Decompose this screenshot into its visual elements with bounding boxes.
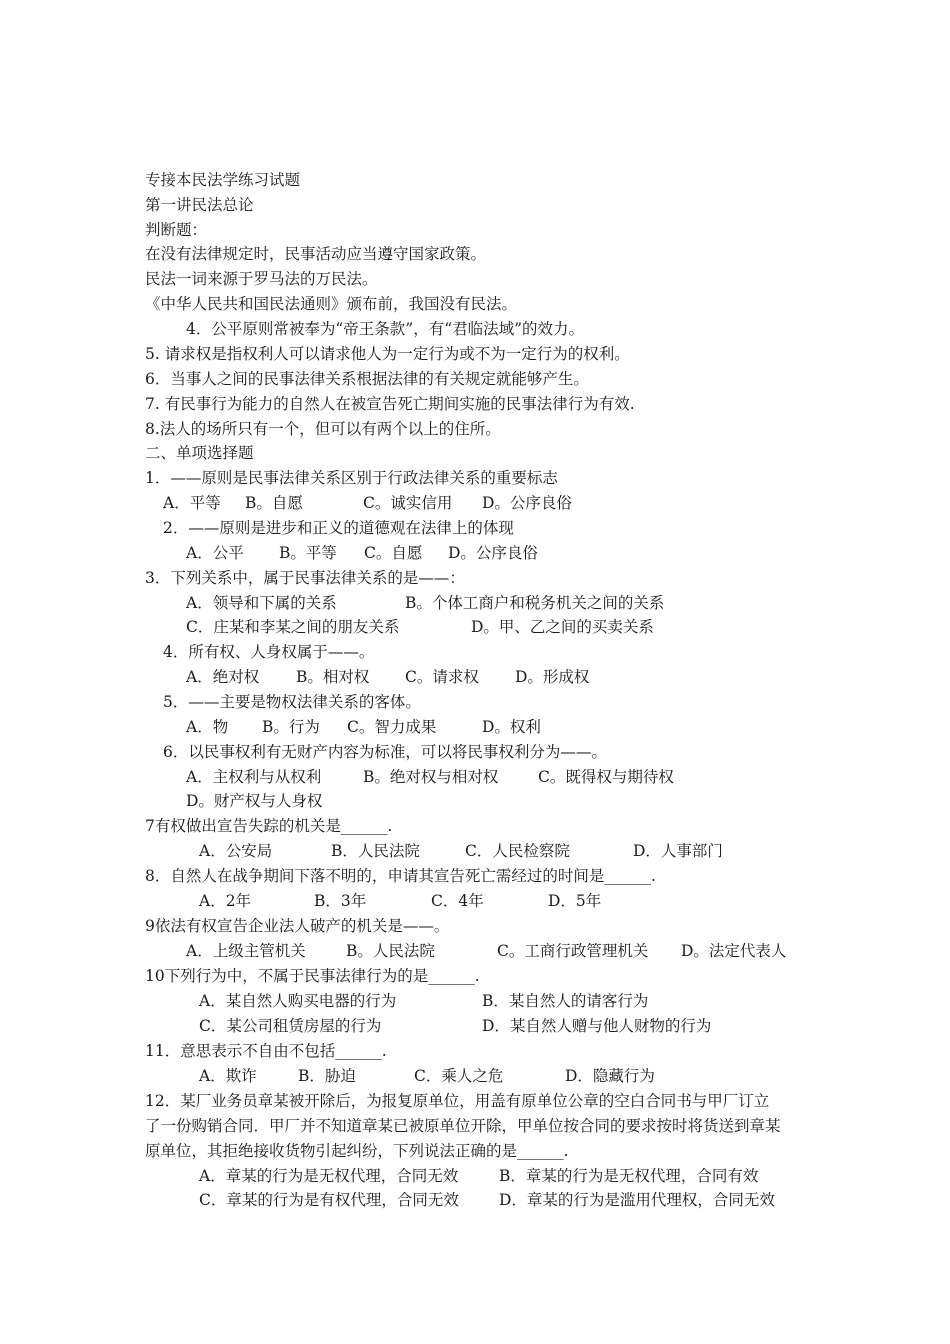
option-c: C．某公司租赁房屋的行为 <box>199 1017 382 1035</box>
option-d: D。法定代表人 <box>681 942 787 960</box>
judge-item: 4．公平原则常被奉为“帝王条款”，有“君临法域”的效力。 <box>186 320 585 338</box>
option-b: B。自愿 <box>245 494 303 512</box>
judge-item: 6．当事人之间的民事法律关系根据法律的有关规定就能够产生。 <box>145 370 589 388</box>
option-c: C．4年 <box>431 892 484 910</box>
option-c: C。诚实信用 <box>363 494 453 512</box>
option-d: D．某自然人赠与他人财物的行为 <box>482 1017 712 1035</box>
option-c: C。请求权 <box>405 668 479 686</box>
option-a: A．主权利与从权利 <box>186 768 322 786</box>
question-stem: 6．以民事权利有无财产内容为标准，可以将民事权利分为——。 <box>163 743 607 761</box>
option-d: D。公序良俗 <box>482 494 572 512</box>
option-d: D。公序良俗 <box>448 544 538 562</box>
question-stem: 11．意思表示不自由不包括______. <box>145 1042 387 1060</box>
option-b: B。绝对权与相对权 <box>363 768 499 786</box>
question-stem: 10下列行为中，不属于民事法律行为的是______. <box>145 967 480 985</box>
option-d: D．章某的行为是滥用代理权，合同无效 <box>499 1191 775 1209</box>
option-a: A．公安局 <box>199 842 273 860</box>
option-c: C。智力成果 <box>347 718 437 736</box>
option-d: D。权利 <box>482 718 541 736</box>
option-b: B。相对权 <box>296 668 370 686</box>
option-c: C。既得权与期待权 <box>538 768 674 786</box>
option-a: A．绝对权 <box>186 668 260 686</box>
option-a: A．物 <box>186 718 229 736</box>
question-stem: 8．自然人在战争期间下落不明的，申请其宣告死亡需经过的时间是______. <box>145 867 656 885</box>
judge-item: 在没有法律规定时，民事活动应当遵守国家政策。 <box>145 245 487 263</box>
judge-item: 民法一词来源于罗马法的万民法。 <box>145 270 378 288</box>
option-c: C．乘人之危 <box>414 1067 504 1085</box>
judge-item: 5. 请求权是指权利人可以请求他人为一定行为或不为一定行为的权利。 <box>145 345 630 363</box>
question-stem: 7有权做出宣告失踪的机关是______. <box>145 817 393 835</box>
option-b: B。个体工商户和税务机关之间的关系 <box>405 594 665 612</box>
question-stem: 2．——原则是进步和正义的道德观在法律上的体现 <box>163 519 514 537</box>
option-c: C。工商行政管理机关 <box>497 942 649 960</box>
option-d: D。财产权与人身权 <box>186 792 323 810</box>
question-stem-continued: 了一份购销合同．甲厂并不知道章某已被原单位开除，甲单位按合同的要求按时将货送到章某 <box>145 1117 781 1135</box>
option-b: B。人民法院 <box>346 942 435 960</box>
option-a: A．公平 <box>186 544 244 562</box>
judge-item: 《中华人民共和国民法通则》颁布前，我国没有民法。 <box>145 295 518 313</box>
option-b: B．胁迫 <box>298 1067 356 1085</box>
single-choice-heading: 二、单项选择题 <box>145 444 254 462</box>
option-a: A．平等 <box>163 494 221 512</box>
option-b: B．人民法院 <box>331 842 420 860</box>
judge-heading: 判断题： <box>145 221 208 239</box>
question-stem: 9依法有权宣告企业法人破产的机关是——。 <box>145 917 450 935</box>
option-b: B．章某的行为是无权代理，合同有效 <box>499 1167 759 1185</box>
option-a: A．2年 <box>199 892 252 910</box>
option-c: C．庄某和李某之间的朋友关系 <box>186 618 400 636</box>
question-stem-continued: 原单位，其拒绝接收货物引起纠纷，下列说法正确的是______. <box>145 1142 569 1160</box>
option-d: D．5年 <box>548 892 602 910</box>
option-b: B．3年 <box>314 892 367 910</box>
question-stem: 5．——主要是物权法律关系的客体。 <box>163 693 421 711</box>
question-stem: 3．下列关系中，属于民事法律关系的是——： <box>145 569 465 587</box>
option-c: C。自愿 <box>364 544 423 562</box>
question-stem: 4．所有权、人身权属于——。 <box>163 643 375 661</box>
option-a: A．欺诈 <box>199 1067 257 1085</box>
document-title: 专接本民法学练习试题 <box>145 171 301 189</box>
option-b: B．某自然人的请客行为 <box>482 992 649 1010</box>
judge-item: 8.法人的场所只有一个，但可以有两个以上的住所。 <box>145 420 501 438</box>
option-d: D．隐藏行为 <box>565 1067 655 1085</box>
option-d: D．人事部门 <box>633 842 723 860</box>
option-a: A．某自然人购买电器的行为 <box>199 992 397 1010</box>
option-d: D。形成权 <box>515 668 590 686</box>
option-b: B。平等 <box>279 544 337 562</box>
option-c: C．章某的行为是有权代理，合同无效 <box>199 1191 459 1209</box>
option-c: C．人民检察院 <box>465 842 570 860</box>
option-a: A．领导和下属的关系 <box>186 594 337 612</box>
judge-item: 7. 有民事行为能力的自然人在被宣告死亡期间实施的民事法律行为有效. <box>145 395 635 413</box>
lecture-heading: 第一讲民法总论 <box>145 196 254 214</box>
option-a: A．上级主管机关 <box>186 942 306 960</box>
option-d: D。甲、乙之间的买卖关系 <box>471 618 654 636</box>
option-b: B。行为 <box>262 718 320 736</box>
option-a: A．章某的行为是无权代理，合同无效 <box>199 1167 459 1185</box>
question-stem: 12．某厂业务员章某被开除后，为报复原单位，用盖有原单位公章的空白合同书与甲厂订立 <box>145 1092 770 1110</box>
question-stem: 1．——原则是民事法律关系区别于行政法律关系的重要标志 <box>145 469 558 487</box>
